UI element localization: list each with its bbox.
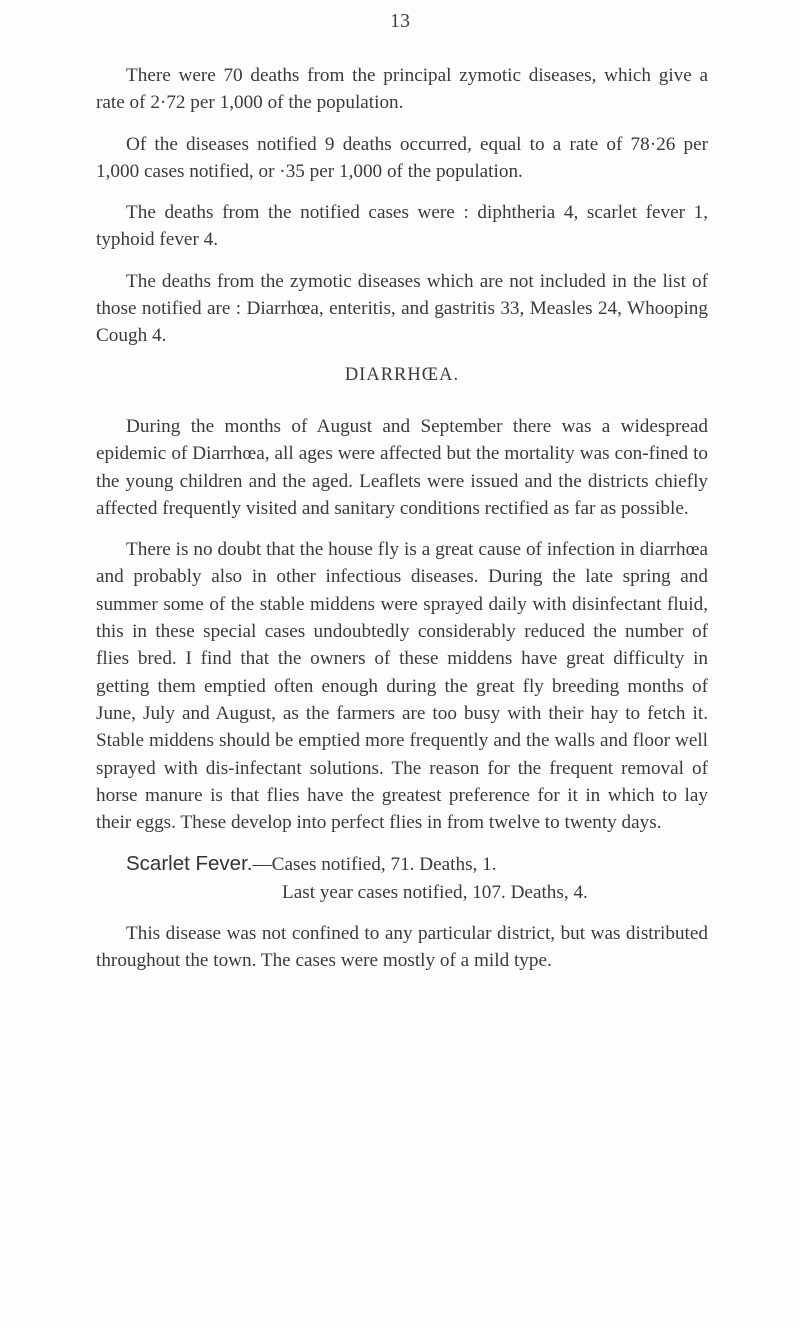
scarlet-fever-summary [96, 850, 708, 878]
section-heading-diarrhoea: DIARRHŒA. [344, 364, 460, 385]
paragraph-notified-deaths: Of the diseases notified 9 deaths occurred, equal to a rate of 78·26 per 1,000 cases notified, or ·35 per 1,000 of the population. [96, 133, 708, 182]
paragraph-zymotic-deaths: There were 70 deaths from the principal zymotic diseases, which give a rate of 2·72 per 1,000 of the population. [96, 65, 708, 114]
section-heading-scarlet-fever: Scarlet Fever. [126, 852, 253, 876]
paragraph-scarlet-distribution: This disease was not confined to any particular district, but was distributed throughout the town. The cases were mostly of a mild type. [96, 923, 708, 972]
page-body [96, 62, 708, 975]
paragraph-notified-cases: The deaths from the notified cases were : diphtheria 4, scarlet fever 1, typhoid fever 4. [96, 202, 708, 251]
scarlet-fever-last-year-stats: Last year cases notified, 107. Deaths, 4. [282, 881, 588, 903]
paragraph-non-notified: The deaths from the zymotic diseases which are not included in the list of those notified are : Diarrhœa, enteritis, and gastritis 33, Measles 24, Whooping Cough 4. [96, 270, 708, 347]
paragraph-diarrhoea-epidemic: During the months of August and September there was a widespread epidemic of Diarrhœa, all ages were affected but the mortality was con-fined to the young children and the aged. Leaflets were issued and the districts chiefly affected frequently visited and sanitary conditions rectified as far as possible. [96, 415, 708, 519]
scarlet-fever-current-stats: —Cases notified, 71. Deaths, 1. [252, 854, 497, 876]
page-number: 13 [390, 10, 410, 32]
scarlet-fever-section [96, 850, 708, 906]
paragraph-house-fly: There is no doubt that the house fly is a great cause of infection in diarrhœa and probably also in other infectious diseases. During the late spring and summer some of the stable middens were sprayed daily with disinfectant fluid, this in these special cases undoubtedly considerably reduced the number of flies bred. I find that the owners of these middens have great difficulty in getting them emptied often enough during the great fly breeding months of June, July and August, as the farmers are too busy with their hay to fetch it. Stable middens should be emptied more frequently and the walls and floor well sprayed with dis-infectant solutions. The reason for the frequent removal of horse manure is that flies have the greatest preference for it in which to lay their eggs. These develop into perfect flies in from twelve to twenty days. [96, 539, 708, 834]
